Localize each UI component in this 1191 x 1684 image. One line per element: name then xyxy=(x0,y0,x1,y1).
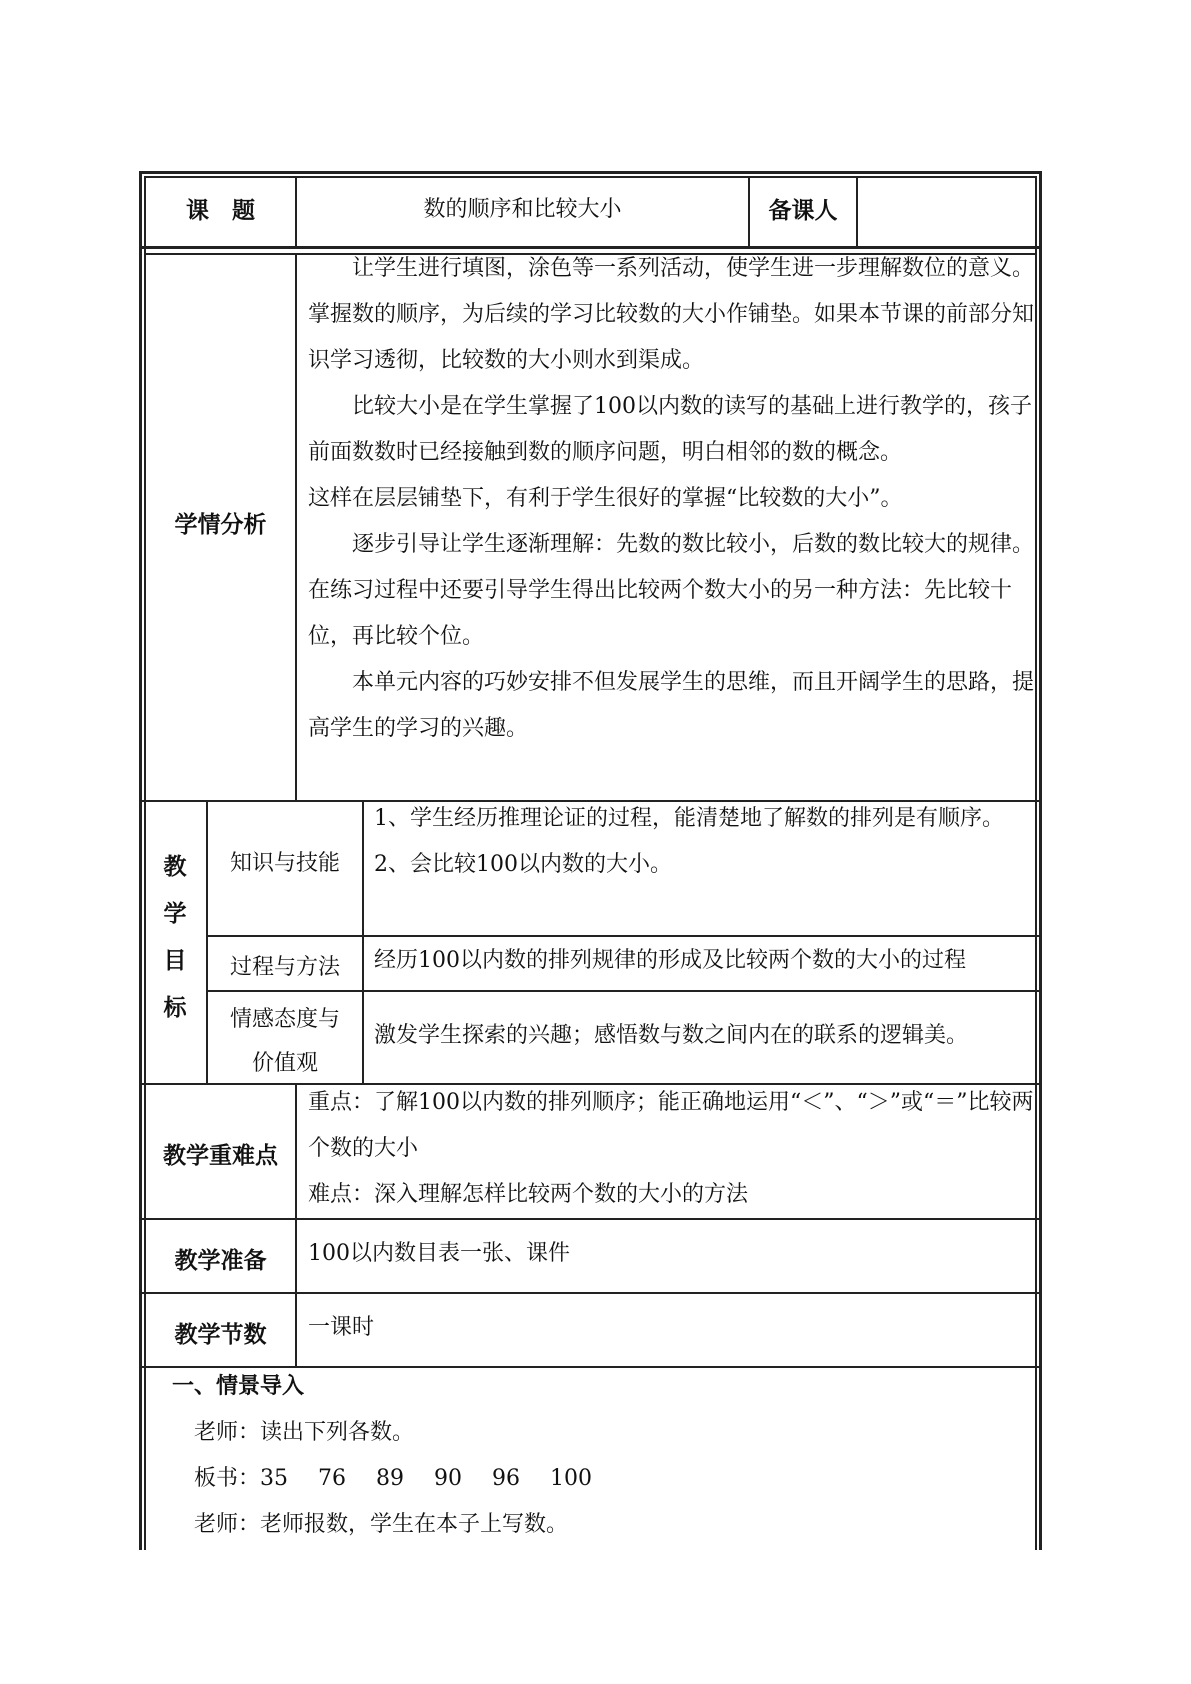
process-text: 经历100以内数的排列规律的形成及比较两个数的大小的过程 xyxy=(374,948,966,973)
analysis-paragraph: 逐步引导让学生逐渐理解：先数的数比较小，后数的数比较大的规律。在练习过程中还要引导学生得出比较两个数大小的另一种方法：先比较十位，再比较个位。 xyxy=(308,532,1035,649)
topic-label: 课 题 xyxy=(186,198,255,224)
emotion-label-line: 情感态度与 xyxy=(229,1007,340,1032)
goals-label-char: 学 xyxy=(163,901,187,927)
board-number: 35 xyxy=(260,1466,289,1491)
board-number: 96 xyxy=(492,1466,521,1491)
rule-after-process xyxy=(206,990,1042,992)
analysis-paragraph: 本单元内容的巧妙安排不但发展学生的思维，而且开阔学生的思路，提高学生的学习的兴趣。 xyxy=(308,670,1035,741)
rule-after-prep xyxy=(139,1292,1042,1294)
topic-value: 数的顺序和比较大小 xyxy=(423,197,622,222)
keypoints-text xyxy=(308,1080,1038,1218)
knowledge-label: 知识与技能 xyxy=(229,851,340,876)
board-number: 100 xyxy=(550,1466,593,1491)
lessons-label: 教学节数 xyxy=(174,1322,267,1348)
focus-text: 重点：了解100以内数的排列顺序；能正确地运用“＜”、“＞”或“＝”比较两个数的大小 xyxy=(308,1090,1034,1161)
rule-top-inner xyxy=(144,176,1037,178)
intro-line3: 老师：老师报数，学生在本子上写数。 xyxy=(194,1512,569,1537)
preparer-label: 备课人 xyxy=(768,198,838,224)
goals-label-char: 标 xyxy=(163,995,187,1021)
rule-lower-col xyxy=(295,1083,297,1366)
intro-heading: 一、情景导入 xyxy=(172,1374,305,1399)
process-label: 过程与方法 xyxy=(229,955,340,980)
board-number: 90 xyxy=(434,1466,463,1491)
board-label: 板书： xyxy=(194,1466,261,1491)
intro-board-line xyxy=(194,1456,622,1502)
emotion-text: 激发学生探索的兴趣；感悟数与数之间内在的联系的逻辑美。 xyxy=(374,1023,969,1048)
rule-analysis-col xyxy=(295,253,297,800)
prep-value: 100以内数目表一张、课件 xyxy=(308,1241,570,1266)
analysis-paragraph: 比较大小是在学生掌握了100以内数的读写的基础上进行教学的，孩子前面数数时已经接触到数的顺序问题，明白相邻的数的概念。 xyxy=(308,394,1032,465)
knowledge-text xyxy=(374,796,1029,888)
keypoints-label: 教学重难点 xyxy=(163,1143,278,1169)
goals-label-char: 目 xyxy=(163,948,187,974)
analysis-text xyxy=(308,246,1038,752)
analysis-paragraph: 这样在层层铺垫下，有利于学生很好的掌握“比较数的大小”。 xyxy=(308,486,903,511)
goals-label-char: 教 xyxy=(163,854,187,880)
lessons-value: 一课时 xyxy=(308,1315,375,1340)
emotion-label-line: 价值观 xyxy=(251,1051,318,1076)
analysis-paragraph: 让学生进行填图，涂色等一系列活动，使学生进一步理解数位的意义。掌握数的顺序，为后续的学习比较数的大小作铺垫。如果本节课的前部分知识学习透彻，比较数的大小则水到渠成。 xyxy=(308,256,1035,373)
rule-header-col3 xyxy=(856,176,858,248)
rule-after-keypoints xyxy=(139,1218,1042,1220)
goals-label xyxy=(160,844,190,1032)
knowledge-item: 1、学生经历推理论证的过程，能清楚地了解数的排列是有顺序。 xyxy=(374,806,1004,831)
board-number: 89 xyxy=(376,1466,405,1491)
rule-after-knowledge xyxy=(206,935,1042,937)
rule-goals-col2 xyxy=(362,800,364,1083)
knowledge-item: 2、会比较100以内数的大小。 xyxy=(374,852,672,877)
intro-line1: 老师：读出下列各数。 xyxy=(194,1420,415,1445)
emotion-label xyxy=(208,998,362,1086)
board-number: 76 xyxy=(318,1466,347,1491)
difficulty-text: 难点：深入理解怎样比较两个数的大小的方法 xyxy=(308,1182,749,1207)
prep-label: 教学准备 xyxy=(174,1248,267,1274)
analysis-label: 学情分析 xyxy=(174,512,267,538)
